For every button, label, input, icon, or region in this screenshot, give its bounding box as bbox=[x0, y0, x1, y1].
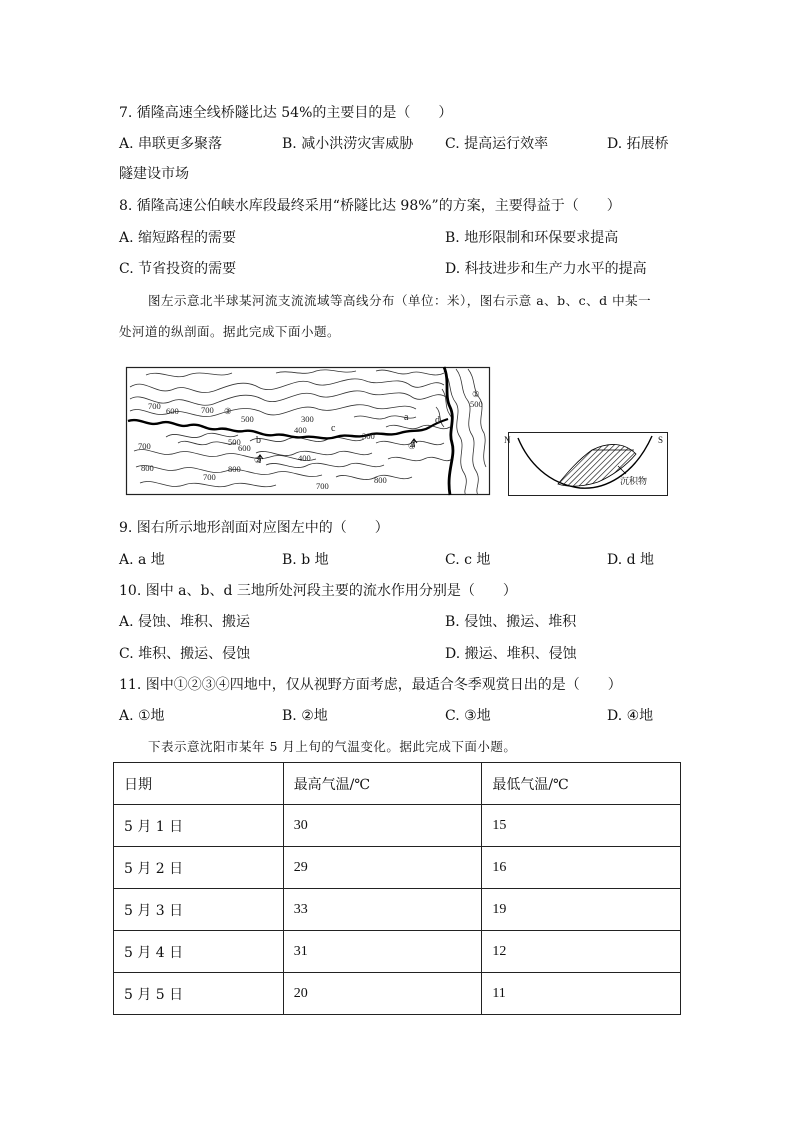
map-label-300-a: 300 bbox=[301, 414, 314, 424]
table-row bbox=[114, 973, 681, 1015]
q11-option-b: B. ②地 bbox=[282, 708, 328, 724]
temperature-table bbox=[113, 762, 681, 1015]
map-label-c: c bbox=[331, 423, 336, 434]
q9-stem: 9. 图右所示地形剖面对应图左中的（ ） bbox=[119, 520, 389, 536]
q9-option-d: D. d 地 bbox=[607, 552, 655, 568]
map-label-600-a: 600 bbox=[166, 406, 179, 416]
table-cell-date: 5 月 2 日 bbox=[114, 847, 284, 889]
section-label-n: N bbox=[504, 435, 511, 445]
q9-option-a: A. a 地 bbox=[119, 552, 165, 568]
table-cell-min: 19 bbox=[482, 889, 681, 931]
q8-option-b: B. 地形限制和环保要求提高 bbox=[445, 230, 619, 246]
q11-option-c: C. ③地 bbox=[445, 708, 491, 724]
q8-option-a: A. 缩短路程的需要 bbox=[119, 230, 237, 246]
q8-stem: 8. 循隆高速公伯峡水库段最终采用“桥隧比达 98%”的方案，主要得益于（ ） bbox=[119, 198, 621, 214]
map-label-800-c: 800 bbox=[374, 475, 387, 485]
table-cell-min: 15 bbox=[482, 805, 681, 847]
q7-option-d: D. 拓展桥 bbox=[607, 136, 669, 152]
table-cell-date: 5 月 1 日 bbox=[114, 805, 284, 847]
q7-option-d-wrap: 隧建设市场 bbox=[119, 166, 189, 182]
q10-option-a: A. 侵蚀、堆积、搬运 bbox=[119, 614, 251, 630]
table-cell-min: 16 bbox=[482, 847, 681, 889]
q7-stem: 7. 循隆高速全线桥隧比达 54%的主要目的是（ ） bbox=[119, 105, 453, 121]
q11-option-a: A. ①地 bbox=[119, 708, 165, 724]
q11-option-d: D. ④地 bbox=[607, 708, 654, 724]
map-label-b: b bbox=[256, 435, 261, 446]
q7-option-a: A. 串联更多聚落 bbox=[119, 136, 223, 152]
table-cell-max: 29 bbox=[283, 847, 482, 889]
table-cell-date: 5 月 5 日 bbox=[114, 973, 284, 1015]
map-label-500-c: 500 bbox=[470, 399, 483, 409]
table-row bbox=[114, 889, 681, 931]
map-label-500-b: 500 bbox=[228, 437, 241, 447]
map-label-a: a bbox=[404, 412, 409, 423]
map-label-700-e: 700 bbox=[316, 481, 329, 491]
map-label-300-b: 300 bbox=[362, 431, 375, 441]
intro-1-line-1: 图左示意北半球某河流支流流域等高线分布（单位：米），图右示意 a、b、c、d 中某一 bbox=[148, 293, 652, 308]
map-label-700-d: 700 bbox=[203, 472, 216, 482]
map-label-500-a: 500 bbox=[241, 414, 254, 424]
q7-option-c: C. 提高运行效率 bbox=[445, 136, 549, 152]
table-header-max: 最高气温/℃ bbox=[283, 763, 482, 805]
map-label-circle-1: ① bbox=[472, 389, 480, 399]
q9-option-b: B. b 地 bbox=[282, 552, 329, 568]
river-cross-section bbox=[504, 432, 668, 496]
q10-option-b: B. 侵蚀、搬运、堆积 bbox=[445, 614, 577, 630]
map-label-700-b: 700 bbox=[201, 405, 214, 415]
table-row bbox=[114, 805, 681, 847]
intro-2: 下表示意沈阳市某年 5 月上旬的气温变化。据此完成下面小题。 bbox=[148, 739, 517, 754]
q10-stem: 10. 图中 a、b、d 三地所处河段主要的流水作用分别是（ ） bbox=[119, 583, 517, 599]
map-label-400-a: 400 bbox=[294, 425, 307, 435]
table-cell-date: 5 月 4 日 bbox=[114, 931, 284, 973]
map-label-700-c: 700 bbox=[138, 441, 151, 451]
map-label-circle-4: ④ bbox=[408, 441, 416, 451]
section-label-sediment: 沉积物 bbox=[620, 477, 648, 487]
q8-option-c: C. 节省投资的需要 bbox=[119, 261, 237, 277]
table-cell-max: 20 bbox=[283, 973, 482, 1015]
q10-option-c: C. 堆积、搬运、侵蚀 bbox=[119, 646, 251, 662]
map-label-800-a: 800 bbox=[141, 463, 154, 473]
table-cell-max: 30 bbox=[283, 805, 482, 847]
table-row bbox=[114, 847, 681, 889]
map-label-circle-2: ② bbox=[254, 455, 262, 465]
table-header-row bbox=[114, 763, 681, 805]
table-cell-max: 33 bbox=[283, 889, 482, 931]
table-cell-min: 12 bbox=[482, 931, 681, 973]
intro-1-line-2: 处河道的纵剖面。据此完成下面小题。 bbox=[119, 324, 341, 339]
section-label-s: S bbox=[658, 435, 664, 445]
map-label-circle-3: ③ bbox=[224, 406, 232, 416]
table-header-date: 日期 bbox=[114, 763, 284, 805]
table-row bbox=[114, 931, 681, 973]
q7-option-b: B. 减小洪涝灾害威胁 bbox=[282, 136, 414, 152]
map-label-d: d bbox=[435, 415, 440, 426]
table-cell-max: 31 bbox=[283, 931, 482, 973]
q9-option-c: C. c 地 bbox=[445, 552, 491, 568]
map-label-400-b: 400 bbox=[298, 453, 311, 463]
q11-stem: 11. 图中①②③④四地中，仅从视野方面考虑，最适合冬季观赏日出的是（ ） bbox=[119, 677, 622, 693]
map-label-600-b: 600 bbox=[238, 443, 251, 453]
q10-option-d: D. 搬运、堆积、侵蚀 bbox=[445, 646, 577, 662]
table-header-min: 最低气温/℃ bbox=[482, 763, 681, 805]
map-label-700-a: 700 bbox=[148, 401, 161, 411]
q8-option-d: D. 科技进步和生产力水平的提高 bbox=[445, 261, 647, 277]
contour-map bbox=[126, 367, 490, 495]
map-label-800-b: 800 bbox=[228, 464, 241, 474]
table-cell-date: 5 月 3 日 bbox=[114, 889, 284, 931]
table-cell-min: 11 bbox=[482, 973, 681, 1015]
